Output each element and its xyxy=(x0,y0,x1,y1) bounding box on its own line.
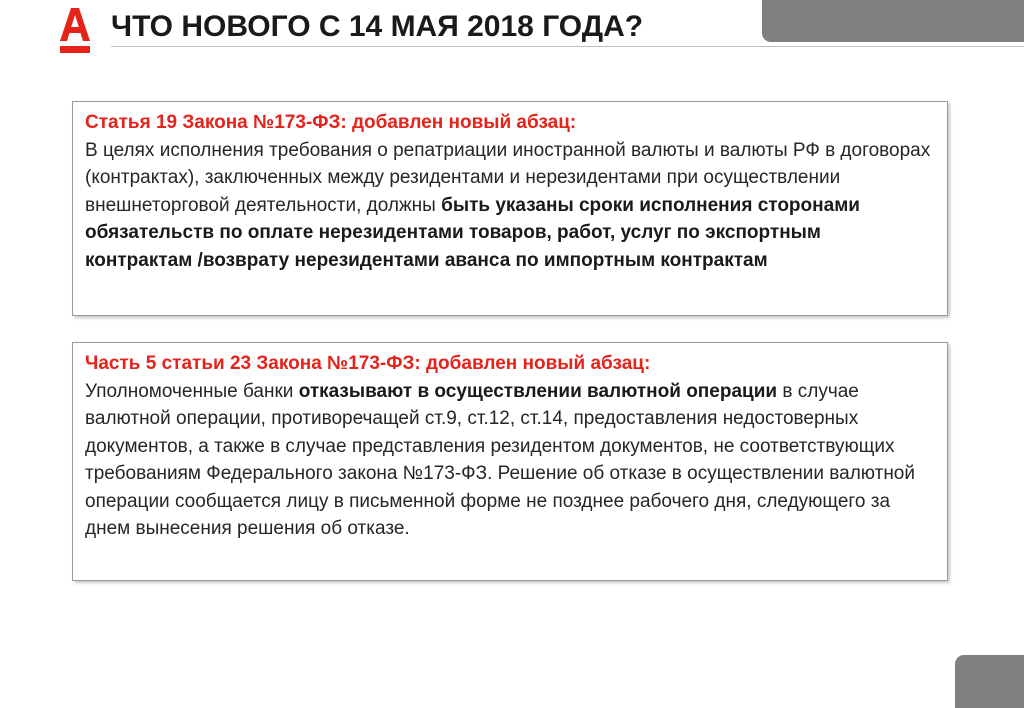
article-19-text-part: В целях исполнения требования о репатриации иностранной валюты и валюты РФ в договорах (контрактах), заключенных между резидентами и нерезидентами при осуществлении внешнеторговой деятельности, должны xyxy=(85,139,931,216)
article-23-heading: Часть 5 статьи 23 Закона №173-ФЗ: добавлен новый абзац: xyxy=(85,353,651,374)
article-23-text-emphasis: отказывают в осуществлении валютной операции xyxy=(298,380,778,402)
article-19-text-emphasis: быть указаны сроки исполнения сторонами обязательств по оплате нерезидентами товаров, работ, услуг по экспортным контрактам /возврату нерезидентами аванса по импортным контрактам xyxy=(85,194,860,271)
slide-title: ЧТО НОВОГО С 14 МАЯ 2018 ГОДА? xyxy=(111,10,644,43)
article-23-text-part: Уполномоченные банки xyxy=(85,380,299,402)
article-23-text xyxy=(85,378,933,543)
article-19-heading: Статья 19 Закона №173-ФЗ: добавлен новый абзац: xyxy=(85,112,577,133)
article-23-block xyxy=(72,342,948,581)
header-decor-bar xyxy=(762,0,1024,42)
corner-decor-tab xyxy=(955,655,1024,708)
header-divider xyxy=(111,46,1024,47)
article-19-text xyxy=(85,137,933,275)
article-23-text-part: в случае валютной операции, противоречащей ст.9, ст.12, ст.14, предоставления недостоверных документов, а также в случае представления резидентом документов, не соответствующих требованиям Федерального закона №173-ФЗ. Решение об отказе в осуществлении валютной операции сообщается лицу в письменной форме не позднее рабочего дня, следующего за днем вынесения решения об отказе. xyxy=(85,380,915,539)
alfa-bank-logo-icon xyxy=(60,8,90,54)
article-19-block xyxy=(72,101,948,316)
